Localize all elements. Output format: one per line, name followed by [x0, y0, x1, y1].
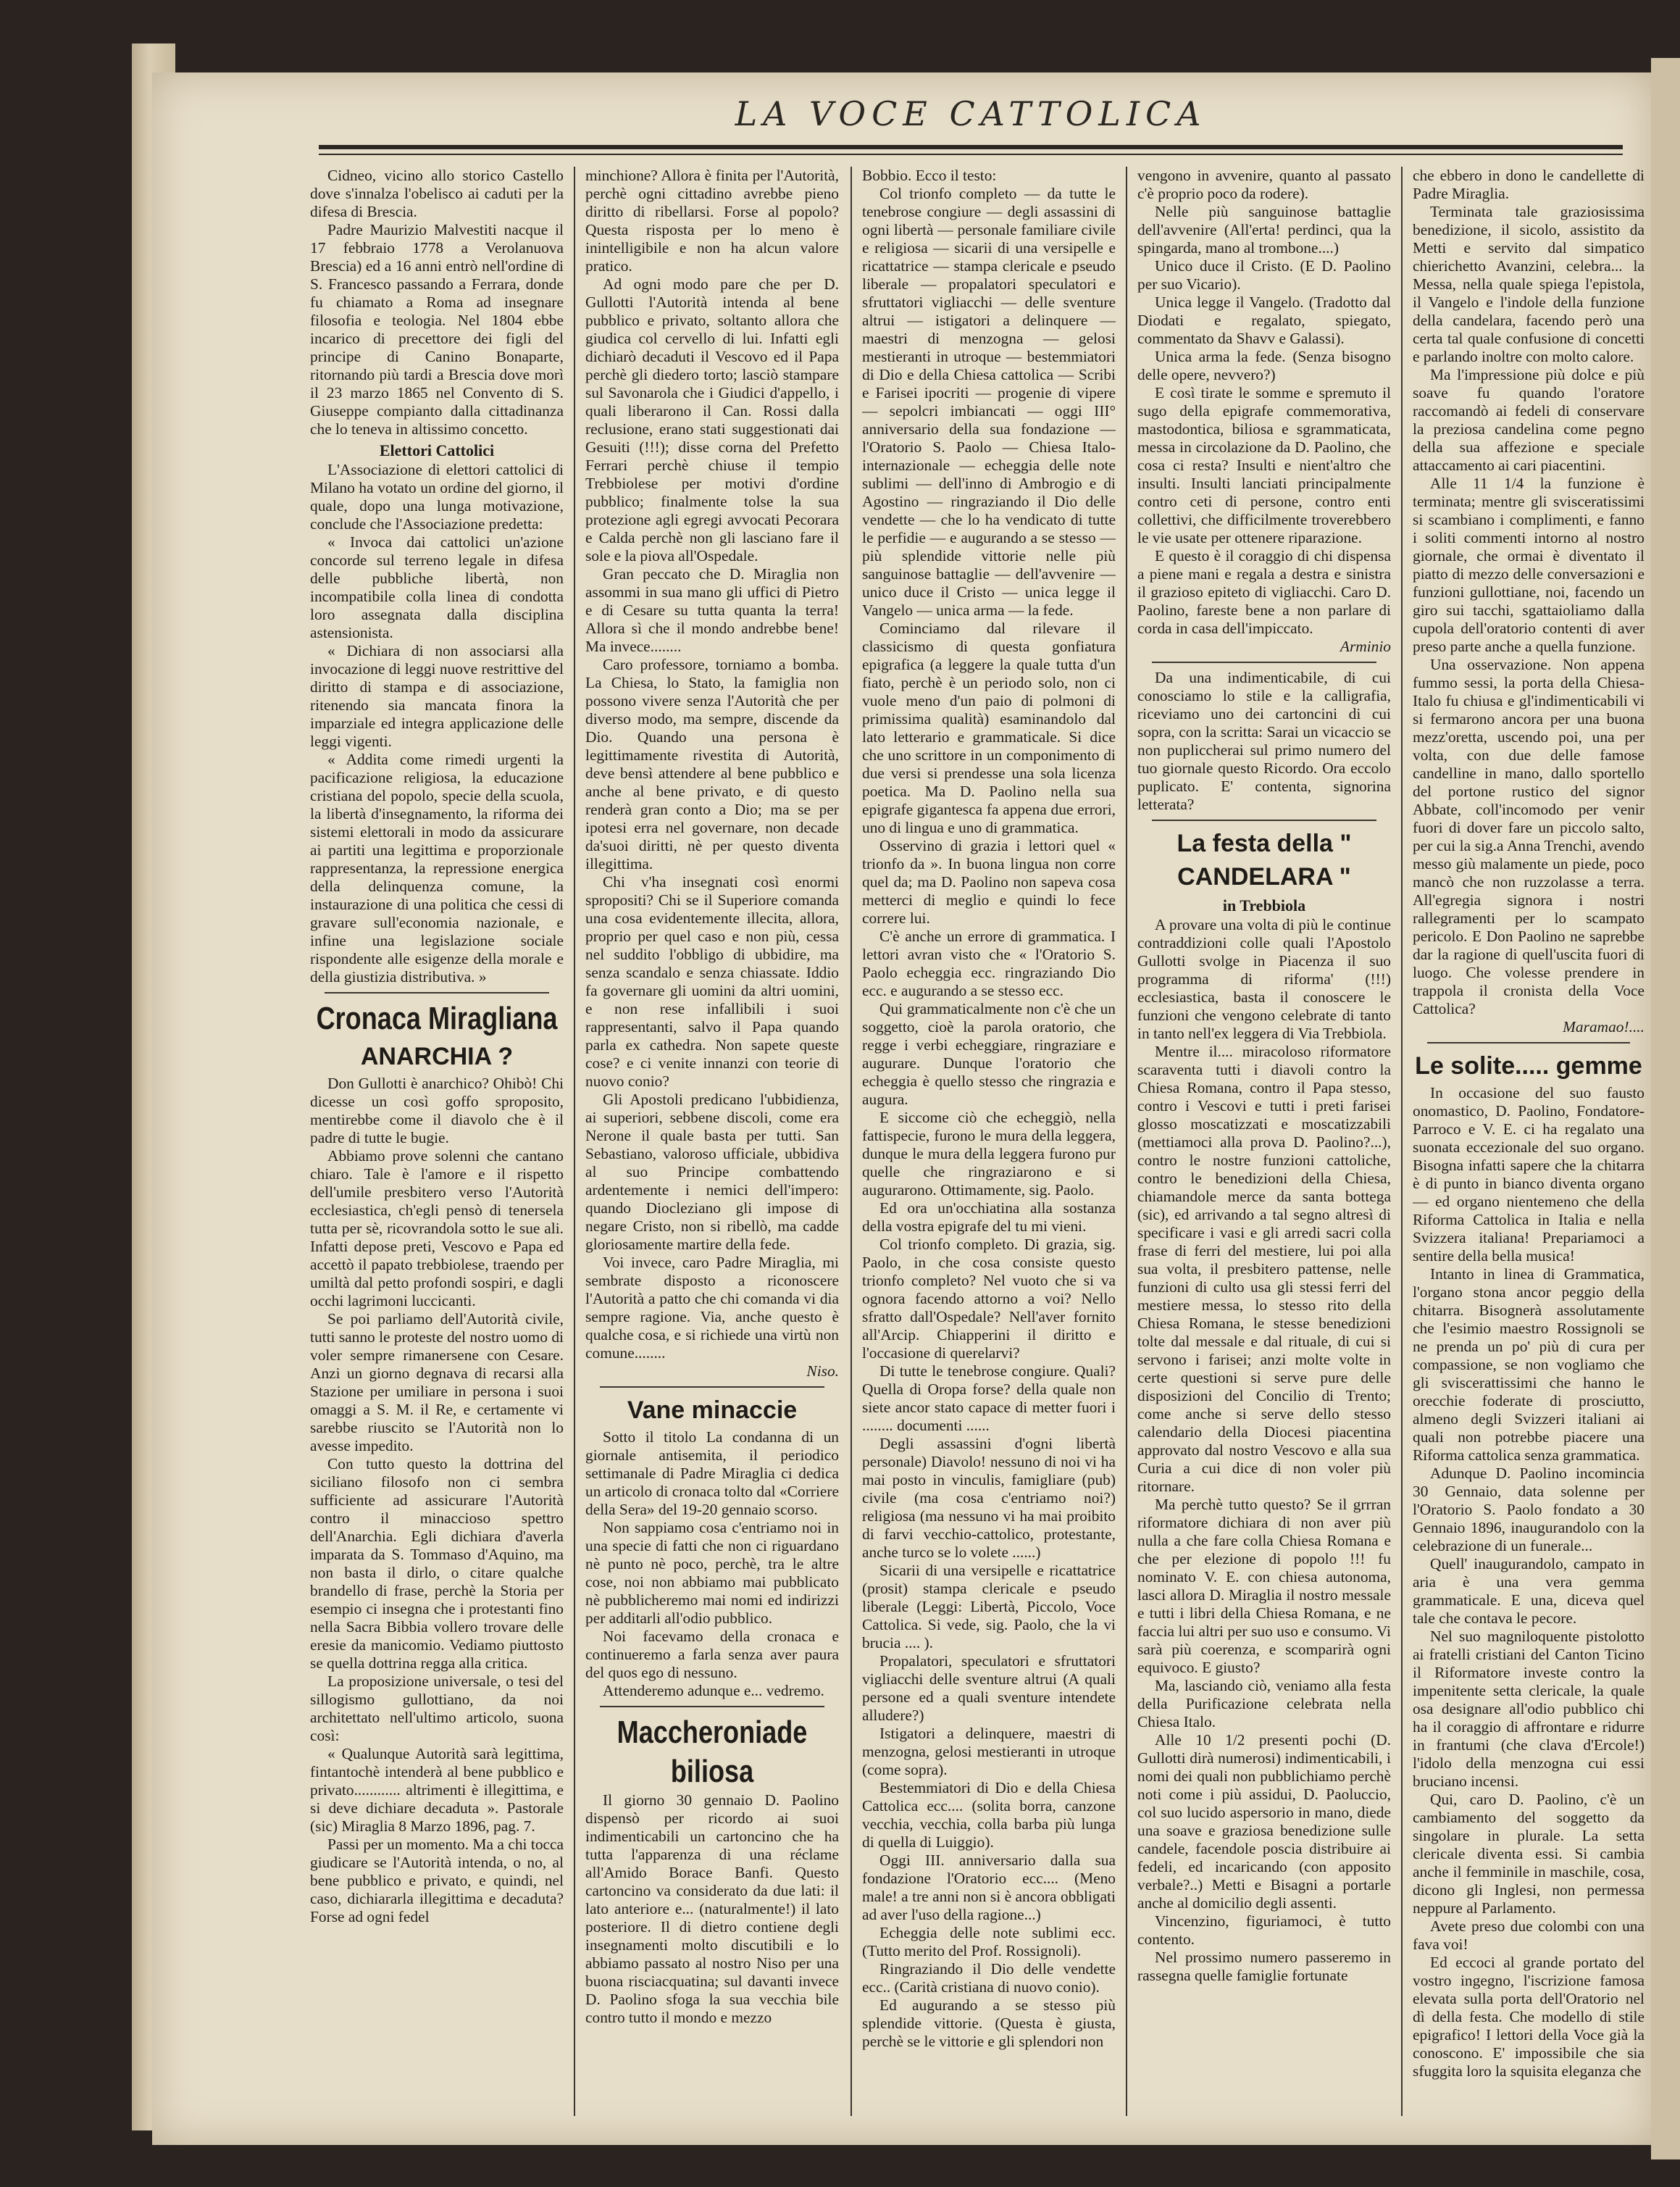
headline: Le solite..... gemme	[1415, 1052, 1642, 1080]
paragraph: Col trionfo completo — da tutte le tenebrose congiure — degli assassini di ogni libertà — personale familiare civile e religiosa — sicarii di una versipelle e ricattatrice — stampa clericale e pseudo liberale — propalatori speculatori e sfruttatori vigliacchi — delle sventure altrui — istigatori a delinquere — maestri di menzogna — gelosi mestieranti in utroque — bestemmiatori di Dio e della Chiesa cattolica — Scribi e Farisei ipocriti — progenie di vipere — sepolcri imbiancati — oggi III° anniversario della sua fondazione — l'Oratorio S. Paolo — Chiesa Italo-internazionale — echeggia delle note sublimi — dell'inno di Ambrogio e di Agostino — ringraziando il Dio delle vendette — che lo ha vendicato di tutte le perfidie — e augurando a se stesso — più splendide vittorie nelle più sanguinose battaglie — dell'avvenire — unico duce il Cristo — unica legge il Vangelo — unica arma — la fede.	[862, 185, 1116, 619]
paragraph: Unica legge il Vangelo. (Tradotto dal Diodati e regalato, spiegato, commentato da Shavv e Galassi).	[1137, 293, 1391, 347]
paragraph: Una osservazione. Non appena fummo sessi, la porta della Chiesa-Italo fu chiusa e gl'indimenticabili vi si fermarono ancora per una buona mezz'oretta, uscendo poi, una per volta, con due delle famose candelline in mano, dallo sportello del portone rustico del signor Abbate, coll'incomodo per venir fuori di dover fare un piccolo salto, per cui la sig.a Anna Trenchi, avendo messo giù malamente un piede, poco mancò che non ruzzolasse a terra. All'egregia signora i nostri rallegramenti per lo scampato pericolo. E Don Paolino ne saprebbe dar la ragione di quell'uscita fuori di luogo. Che volesse prendere in trappola il cronista della Voce Cattolica?	[1413, 656, 1645, 1017]
paragraph: Nel suo magniloquente pistolotto ai fratelli cristiani del Canton Ticino il Riformatore investe contro la impenitente setta clericale, la quale osa designare all'odio pubblico chi ha il coraggio di affrontare e ridurre in frantumi (che clava d'Ercole!) l'idolo della menzogna cui essi bruciano incensi.	[1413, 1628, 1645, 1790]
paragraph: Voi invece, caro Padre Miraglia, mi sembrate disposto a riconoscere l'Autorità a patto che chi comanda vi dia sempre ragione. Via, anche questo è qualche cosa, e si richiede una virtù non comune........	[585, 1254, 839, 1362]
paragraph: Non sappiamo cosa c'entriamo noi in una specie di fatti che non ci riguardano nè punto nè poco, perchè, tra le altre cose, noi non abbiamo mai pubblicato nè pubblicheremo mai nomi ed indirizzi per additarli all'odio pubblico.	[585, 1519, 839, 1627]
paragraph: L'Associazione di elettori cattolici di Milano ha votato un ordine del giorno, il quale, dopo una lunga motivazione, conclude che l'Associazione predetta:	[310, 461, 564, 533]
header-rule-thin	[319, 154, 1623, 155]
paragraph: Il giorno 30 gennaio D. Paolino dispensò per ricordo ai suoi indimenticabili un cartoncino che ha tutta l'apparenza di una réclame all'Amido Borace Banfi. Questo cartoncino va considerato da due lati: il lato anteriore e... (naturalmente!) il lato posteriore. Il di dietro contiene degli insegnamenti molto discutibili e lo abbiamo passato al nostro Niso per una buona risciacquatina; sul davanti invece D. Paolino sfoga la sua vecchia bile contro tutto il mondo e mezzo	[585, 1791, 839, 2026]
paragraph: Alle 11 1/4 la funzione è terminata; mentre gli svisceratissimi si scambiano i complimenti, e fanno i soliti commenti intorno al nostro giornale, che ormai è diventato il piatto di mezzo delle conversazioni e funzioni gullottiane, noi, facendo un giro sui tacchi, sgattaioliamo dalla cupola dell'oratorio contenti di aver preso parte anche a quella funzione.	[1413, 475, 1645, 655]
paragraph: Istigatori a delinquere, maestri di menzogna, gelosi mestieranti in utroque (come sopra).	[862, 1725, 1116, 1778]
paragraph: Qui, caro D. Paolino, c'è un cambiamento del soggetto da singolare in plurale. La setta clericale diventa essi. Si cambia anche il femminile in maschile, cosa, dicono gli Inglesi, non permessa neppure al Parlamento.	[1413, 1791, 1645, 1917]
paragraph: Unica arma la fede. (Senza bisogno delle opere, nevvero?)	[1137, 348, 1391, 383]
paragraph: Adunque D. Paolino incomincia 30 Gennaio, data solenne per l'Oratorio S. Paolo fondato a 30 Gennaio 1896, inaugurandolo con la celebrazione di un funerale...	[1413, 1465, 1645, 1554]
paragraph: E questo è il coraggio di chi dispensa a piene mani e regala a destra e sinistra il grazioso epiteto di vigliacchi. Caro D. Paolino, fareste bene a non parlare di corda in casa dell'impiccato.	[1137, 547, 1391, 637]
paragraph: Cominciamo dal rilevare il classicismo di questa gonfiatura epigrafica (a leggere la quale tutta d'un fiato, perchè è un periodo solo, non ci vuole meno d'un paio di polmoni di primissima qualità) esaminandolo dal lato letterario e grammaticale. Si dice che uno scrittore in un componimento di due versi si prendesse una sola licenza poetica. Ma D. Paolino nella sua epigrafe gigantesca fa appena due errori, uno di lingua e uno di grammatica.	[862, 620, 1116, 836]
paragraph: « Invoca dai cattolici un'azione concorde sul terreno legale in difesa delle pubbliche libertà, non incompatibile colla linea di condotta loro assegnata dalla disciplina astensionista.	[310, 533, 564, 641]
column-5	[1413, 167, 1645, 2130]
paragraph: Vincenzino, figuriamoci, è tutto contento.	[1137, 1912, 1391, 1948]
paragraph: Ed eccoci al grande portato del vostro ingegno, l'iscrizione famosa elevata sulla porta dell'Oratorio nel dì della festa. Che modello di stile epigrafico! I lettori della Voce già la conoscono. E' impossibile che sia sfuggita loro la squisita eleganza che	[1413, 1954, 1645, 2080]
paragraph: Ma l'impressione più dolce e più soave fu quando l'oratore raccomandò ai fedeli di conservare la preziosa candelina come pegno della sua affezione e speciale attaccamento ai cari piacentini.	[1413, 366, 1645, 474]
paragraph: Padre Maurizio Malvestiti nacque il 17 febbraio 1778 a Verolanuova Brescia) ed a 16 anni entrò nell'ordine di S. Francesco passando a Ferrara, donde fu chiamato a Roma ad insegnare filosofia e teologia. Nel 1804 ebbe incarico di precettore dei figli del principe di Canino Bonaparte, ritornando più tardi a Brescia dove morì il 23 marzo 1865 nel Convento di S. Giuseppe compianto dalla cittadinanza che lo teneva in altissimo concetto.	[310, 221, 564, 438]
paragraph: Cidneo, vicino allo storico Castello dove s'innalza l'obelisco ai caduti per la difesa di Brescia.	[310, 167, 564, 220]
paragraph: Gran peccato che D. Miraglia non assommi in sua mano gli uffici di Pietro e di Cesare su tutta quanta la terra! Allora sì che il mondo andrebbe bene! Ma invece........	[585, 565, 839, 655]
paragraph: E così tirate le somme e spremuto il sugo della epigrafe commemorativa, mastodontica, biliosa e sgrammaticata, messa in circolazione da D. Paolino, che cosa ci resta? Insulti e nient'altro che insulti. Insulti lanciati principalmente contro ceti di persone, contro enti collettivi, che difficilmente troverebbero le vie usate per ottenere riparazione.	[1137, 384, 1391, 546]
paragraph: Osservino di grazia i lettori quel « trionfo da ». In buona lingua non corre quel da; ma D. Paolino non sapeva cosa metterci di meglio e quindi lo fece correre lui.	[862, 837, 1116, 927]
paragraph: Caro professore, torniamo a bomba. La Chiesa, lo Stato, la famiglia non possono vivere senza l'Autorità che per diverso modo, ma sempre, discende da Dio. Quando una persona è legittimamente rivestita di Autorità, deve bensì attendere al bene pubblico e anche al bene privato, e di questo renderà gran conto a Dio; ma se per ipotesi erra nel governare, non decade da'suoi diritti, nè per questo diventa illegittima.	[585, 656, 839, 872]
paragraph: Alle 10 1/2 presenti pochi (D. Gullotti dirà numerosi) indimenticabili, i nomi dei quali non pubblichiamo perchè noti come i più assidui, D. Paoluccio, col suo lucido aspersorio in mano, diede una soave e graziosa benedizione sulle candele, facendole poscia distribuire ai fedeli, ed incaricando (con apposito verbale?..) Metti e Bisagni a portarle anche al domicilio degli assenti.	[1137, 1731, 1391, 1912]
paragraph: « Addita come rimedi urgenti la pacificazione religiosa, la educazione cristiana del popolo, specie della scuola, la libertà d'insegnamento, la riforma dei sistemi elettorali in modo da assicurare ai partiti una legittima e proporzionale rappresentanza, la repressione energica della delinquenza comune, la instaurazione di una politica che cessi di gravare sull'economia nazionale, e infine una legislazione sociale rispondente alle esigenze della morale e della giustizia distributiva. »	[310, 751, 564, 986]
paragraph: E siccome ciò che echeggiò, nella fattispecie, furono le mura della leggera, dunque le mura della leggera furono pur quelle che ringraziarono e si augurarono. Ottimamente, sig. Paolo.	[862, 1109, 1116, 1199]
article-separator	[1152, 662, 1376, 663]
signature: Niso.	[806, 1362, 839, 1380]
paragraph: Di tutte le tenebrose congiure. Quali? Quella di Oropa forse? della quale non siete ancor stato capace di metter fuori i ........ documenti ......	[862, 1362, 1116, 1434]
article-separator	[600, 1706, 824, 1707]
paragraph: Nelle più sanguinose battaglie dell'avvenire (All'erta! perdinci, qua la spingarda, mano al trombone....)	[1137, 203, 1391, 257]
paragraph: Oggi III. anniversario dalla sua fondazione l'Oratorio ecc.... (Meno male! a tre anni non si è ancora obbligati ad aver l'uso della ragione...)	[862, 1851, 1116, 1923]
paragraph: Noi facevamo della cronaca e continueremo a farla senza aver paura del quos ego di nessuno.	[585, 1628, 839, 1681]
next-page-edge	[1651, 58, 1680, 2159]
article-separator	[1152, 820, 1376, 821]
paragraph: Ed ora un'occhiatina alla sostanza della vostra epigrafe del tu mi vieni.	[862, 1199, 1116, 1235]
paragraph: Sotto il titolo La condanna di un giornale antisemita, il periodico settimanale di Padre Miraglia ci dedica un articolo di cronaca tolto dal «Corriere della Sera» del 19-20 gennaio scorso.	[585, 1428, 839, 1518]
headline: Maccheroniade biliosa	[617, 1715, 808, 1789]
column-rule	[1126, 167, 1127, 2116]
paragraph: Qui grammaticalmente non c'è che un soggetto, cioè la parola oratorio, che regge i verbi echeggiare, ringraziare e augurare. Dunque l'oratorio che echeggia è quello stesso che ringrazia e augura.	[862, 1000, 1116, 1108]
paragraph: Bobbio. Ecco il testo:	[862, 167, 997, 184]
paragraph: Degli assassini d'ogni libertà personale) Diavolo! nessuno di noi vi ha mai posto in vinculis, famigliare (pub) civile (ma cosa c'entriamo noi?) religiosa (ma nessuno vi ha mai proibito di farvi vecchio-cattolico, protestante, anche turco se lo volete ......)	[862, 1435, 1116, 1561]
paragraph: Echeggia delle note sublimi ecc. (Tutto merito del Prof. Rossignoli).	[862, 1924, 1116, 1959]
column-rule	[574, 167, 575, 2116]
paragraph: Ma perchè tutto questo? Se il grrran riformatore dichiara di non aver più nulla a che fare colla Chiesa Romana e che per elezione di popolo !!! fu nominato V. E. con chiesa autonoma, lasci allora D. Miraglia il nostro messale e tutti i libri della Chiesa Romana, e ne faccia lui altri per suo uso e consumo. Vi sarà più coerenza, e scomparirà ogni equivoco. E giusto?	[1137, 1496, 1391, 1676]
paragraph: Ad ogni modo pare che per D. Gullotti l'Autorità intenda al bene pubblico e privato, soltanto allora che giudica col cervello di lui. Infatti egli dichiarò decaduti il Vescovo ed il Papa perchè gli diedero torto; lasciò stampare sul Savonarola che i Giudici d'appello, i quali liberarono il Can. Rossi dalla reclusione, erano stati suggestionati dai Gesuiti (!!!); disse corna del Prefetto Ferrari perchè chiuse il tempio Trebbiolese per motivi d'ordine pubblico; finalmente tolse la sua protezione agli egregi avvocati Pecorara e Calda perchè non gli lasciano fare il sole e la piova all'Ospedale.	[585, 275, 839, 565]
paragraph: Passi per un momento. Ma a chi tocca giudicare se l'Autorità intenda, o no, al bene pubblico e privato, e quindi, nel caso, dichiararla illegittima e decaduta? Forse ad ogni fedel	[310, 1836, 564, 1925]
paragraph: Col trionfo completo. Di grazia, sig. Paolo, in che cosa consiste questo trionfo completo? Nel vuoto che si va ognora facendo attorno a voi? Nello sfratto dall'Ospedale? Nell'aver fornito all'Arcip. Chiapperini il diritto e l'occasione di querelarvi?	[862, 1236, 1116, 1362]
article-separator	[600, 1386, 824, 1388]
paragraph: Bestemmiatori di Dio e della Chiesa Cattolica ecc.... (solita borra, canzone vecchia, vecchia, colla barba più lunga di quella di Luiggio).	[862, 1779, 1116, 1851]
paragraph: A provare una volta di più le continue contraddizioni colle quali l'Apostolo Gullotti svolge in Piacenza il suo programma di riforma' (!!!) ecclesiastica, basta il conoscere le funzioni che vengono celebrate di tanto in tanto nell'ex leggera di Via Trebbiola.	[1137, 916, 1391, 1042]
paragraph: Chi v'ha insegnati così enormi spropositi? Chi se il Superiore comanda una cosa evidentemente illecita, allora, proprio per quel caso e non più, cessa nel suddito l'obbligo di ubbidire, ma senza scandalo e senza chiassate. Iddio fa governare gli uomini da altri uomini, e non rese infallibili i suoi rappresentanti, salvo il Papa quando parla ex cathedra. Non sapete queste cose? e ci venite innanzi con teorie di nuovo conio?	[585, 873, 839, 1090]
paragraph: Nel prossimo numero passeremo in rassegna quelle famiglie fortunate	[1137, 1949, 1391, 1984]
column-1	[310, 167, 564, 2130]
paragraph: Con tutto questo la dottrina del siciliano filosofo non ci sembra sufficiente ad assicurare l'Autorità contro il minaccioso spettro dell'Anarchia. Egli dichiara d'averla imparata da S. Tommaso d'Aquino, ma non basta il dirlo, o citare qualche brandello di frase, perchè la Storia per esempio ci insegna che i protestanti fino nella Sacra Bibbia vollero trovare delle eresie da manicomio. Vediamo piuttosto se quella dottrina regga alla critica.	[310, 1455, 564, 1672]
paragraph: Mentre il.... miracoloso riformatore scaraventa tutti i diavoli contro la Chiesa Romana, contro il Papa stesso, contro i Vescovi e tutti i preti farisei glosso moscatizzati e moscatizzabili (mettiamoci alla prova D. Paolino?...), contro le nostre funzioni cattoliche, contro le benedizioni della Chiesa, chiamandole merce da santa bottega (sic), ed arrivando a tal segno altresì di specificare i vasi e gli arredi sacri colla frase di ferri del mestiere, lui poi alla sua volta, il presbitero pattense, nelle funzioni di culto usa gli stessi ferri del mestiere messa, lo stesso rito della Chiesa Romana, le stesse benedizioni tolte dal messale e dal rituale, di cui si servono i farisei; anzi molte volte in certe questioni si serve pure delle disposizioni del Concilio di Trento; come anche si serve dello stesso calendario della Diocesi piacentina approvato dal nostro Vescovo e alla sua Curia a cui dice di non voler più ritornare.	[1137, 1043, 1391, 1495]
headline: La festa della " CANDELARA "	[1177, 830, 1352, 891]
masthead: LA VOCE CATTOLICA	[735, 94, 1207, 133]
headline: Cronaca Miragliana	[316, 1001, 558, 1036]
column-rule	[851, 167, 852, 2116]
column-rule	[1401, 167, 1403, 2116]
paragraph: Ma, lasciando ciò, veniamo alla festa della Purificazione celebrata nella Chiesa Italo.	[1137, 1677, 1391, 1730]
paragraph: Gli Apostoli predicano l'ubbidienza, ai superiori, sebbene discoli, come era Nerone il quale basta per tutti. San Sebastiano, valoroso ufficiale, ubbidiva al suo Principe combattendo ardentemente i nemici dell'impero: quando Diocleziano gli impose di negare Cristo, non si ribellò, ma cadde gloriosamente martire della fede.	[585, 1091, 839, 1253]
paragraph: La proposizione universale, o tesi del sillogismo gullottiano, da noi architettato nell'ultimo articolo, suona così:	[310, 1672, 564, 1744]
paragraph: Quell' inaugurandolo, campato in aria è una vera gemma grammaticale. E una, diceva quel tale che contava le pecore.	[1413, 1555, 1645, 1627]
paragraph: « Qualunque Autorità sarà legittima, fintantochè intenderà al bene pubblico e privato............ altrimenti è illegittima, e si deve dichiare decaduta ». Pastorale (sic) Miraglia 8 Marzo 1896, pag. 7.	[310, 1745, 564, 1835]
article-separator	[1427, 1042, 1630, 1043]
paragraph: C'è anche un errore di grammatica. I lettori avran visto che « l'Oratorio S. Paolo echeggia ecc. ringraziando Dio ecc. e augurando a se stesso ecc.	[862, 928, 1116, 999]
headline: Vane minaccie	[627, 1396, 798, 1424]
subheading: in Trebbiola	[1222, 896, 1306, 915]
paragraph: Ringraziando il Dio delle vendette ecc.. (Carità cristiana di nuovo conio).	[862, 1960, 1116, 1996]
paragraph: Don Gullotti è anarchico? Ohibò! Chi dicesse un così goffo sproposito, mentirebbe come il diavolo che è il padre di tutte le bugie.	[310, 1075, 564, 1146]
header-rule	[319, 145, 1623, 149]
paragraph: Ed augurando a se stesso più splendide vittorie. (Questa è giusta, perchè se le vittorie e gli splendori non	[862, 1996, 1116, 2050]
paragraph: Sicarii di una versipelle e ricattatrice (prosit) stampa clericale e pseudo liberale (Leggi: Libertà, Piccolo, Voce Cattolica. Si vede, sig. Paolo, che la vi brucia .... ).	[862, 1562, 1116, 1651]
paragraph: Propalatori, speculatori e sfruttatori vigliacchi delle sventure altrui (A quali persone ed a quali sventure intendete alludere?)	[862, 1652, 1116, 1724]
signature: Arminio	[1340, 638, 1391, 655]
paragraph: Attenderemo adunque e... vedremo.	[603, 1682, 824, 1699]
column-2	[585, 167, 839, 2130]
column-3	[862, 167, 1116, 2130]
paragraph: minchione? Allora è finita per l'Autorità, perchè ogni cittadino avrebbe pieno diritto di ribellarsi. Forse al popolo? Questa risposta per lo meno è inintelligibile e non ha alcun valore pratico.	[585, 167, 839, 275]
signature: Maramao!....	[1563, 1018, 1645, 1036]
paragraph: Se poi parliamo dell'Autorità civile, tutti sanno le proteste del nostro uomo di voler sempre rimanersene con Cesare. Anzi un giorno degnava di recarsi alla Stazione per umiliare in persona i suoi omaggi a S. M. il Re, e certamente vi sarebbe riuscito se l'Autorità non lo avesse impedito.	[310, 1310, 564, 1454]
paragraph: In occasione del suo fausto onomastico, D. Paolino, Fondatore-Parroco e V. E. ci ha regalato una suonata eccezionale del suo organo. Bisogna infatti sapere che la chitarra è di punto in bianco diventa organo — ed organo nientemeno che della Riforma Cattolica in Italia e nella Svizzera italiana! Prepariamoci a sentire della bella musica!	[1413, 1084, 1645, 1265]
paragraph: « Dichiara di non associarsi alla invocazione di leggi nuove restrittive del diritto di stampa e di associazione, ritenendo sia mancata finora la imparziale ed integra applicazione delle leggi vigenti.	[310, 642, 564, 750]
article-separator	[325, 992, 549, 993]
subheading: Elettori Cattolici	[379, 441, 495, 459]
paragraph: Abbiamo prove solenni che cantano chiaro. Tale è l'amore e il rispetto dell'umile presbitero verso l'Autorità ecclesiastica, ch'egli pensò di tenersela tutta per sè, ricovrandola sotto le sue ali. Infatti depose preti, Vescovo e Papa ed accettò il papato trebbiolese, traendo per umiltà dal petto profondi sospiri, e dagli occhi lagrimoni luccicanti.	[310, 1147, 564, 1309]
paragraph: che ebbero in dono le candellette di Padre Miraglia.	[1413, 167, 1645, 202]
paragraph: Da una indimenticabile, di cui conosciamo lo stile e la calligrafia, riceviamo uno dei cartoncini di cui sopra, con la scritta: Sarai un vicaccio se non pupliccherai sul primo numero del tuo giornale questo Ricordo. Ora eccolo puplicato. E' contenta, signorina letterata?	[1137, 669, 1391, 813]
paragraph: Unico duce il Cristo. (E D. Paolino per suo Vicario).	[1137, 257, 1391, 293]
paragraph: Intanto in linea di Grammatica, l'organo stona ancor peggio della chitarra. Bisognerà assolutamente che l'esimio maestro Rossignoli se ne prenda un po' più di cura per compassione, se non vogliamo che gli sviscerattissimi che hanno le orecchie foderate di prosciutto, almeno degli Svizzeri italiani ai quali non potrebbe piacere una Riforma cattolica senza grammatica.	[1413, 1265, 1645, 1464]
headline: ANARCHIA ?	[360, 1043, 514, 1070]
paragraph: Terminata tale graziosissima benedizione, il sicolo, assistito da Metti e servito dal simpatico chierichetto Avanzini, celebra... la Messa, nella quale spiega l'epistola, il Vangelo e l'indole della funzione della candelara, facendo però una certa tal quale confusione di concetti e parlando inoltre con molto calore.	[1413, 203, 1645, 365]
column-4	[1137, 167, 1391, 2130]
paragraph: Avete preso due colombi con una fava voi!	[1413, 1917, 1645, 1953]
paragraph: vengono in avvenire, quanto al passato c'è proprio poco da rodere).	[1137, 167, 1391, 202]
